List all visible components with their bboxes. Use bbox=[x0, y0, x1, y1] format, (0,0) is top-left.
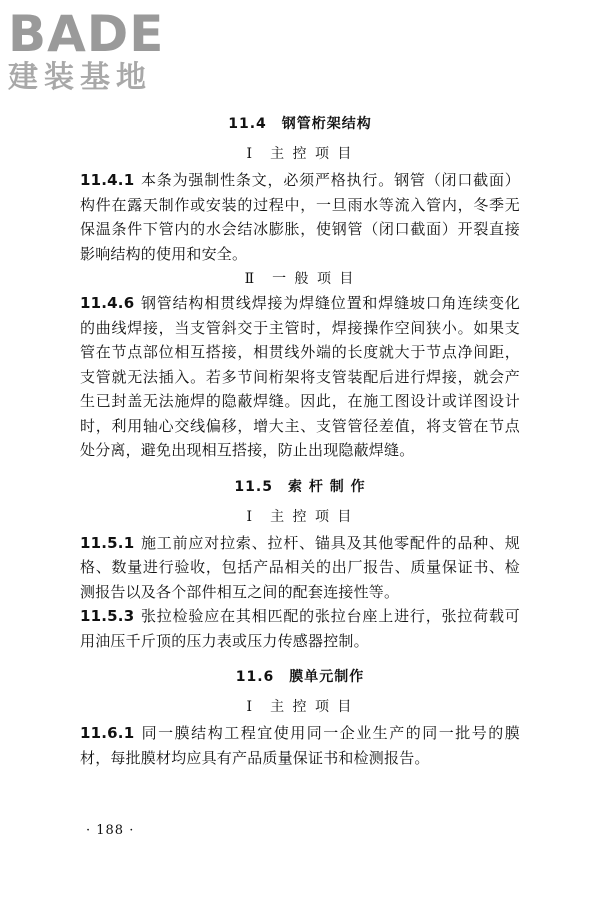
clause-text: 钢管结构相贯线焊接为焊缝位置和焊缝坡口角连续变化的曲线焊接，当支管斜交于主管时，焊接操作空间狭小。如果支管在节点部位相互搭接，相贯线外端的长度就大于节点净间距，支管就无法插入。若多节间桁架将支管装配后进行焊接，就会产生已封盖无法施焊的隐蔽焊缝。因此，在施工图设计或详图设计时，利用轴心交线偏移，增大主、支管管径差值，将支管在节点处分离，避免出现相互搭接，防止出现隐蔽焊缝。 bbox=[80, 294, 520, 459]
section-title: 11.4 钢管桁架结构 bbox=[228, 116, 372, 132]
page-number: · 188 · bbox=[86, 823, 135, 838]
section-title: 11.5 索 杆 制 作 bbox=[234, 478, 366, 495]
clause-number: 11.4.6 bbox=[80, 294, 135, 312]
clause-number: 11.6.1 bbox=[80, 724, 135, 742]
logo-chinese: 建装基地 bbox=[8, 60, 152, 95]
subsection-heading: Ⅰ 主 控 项 目 bbox=[246, 699, 354, 715]
section-11-5 bbox=[80, 477, 520, 654]
subsection-heading: Ⅰ 主 控 项 目 bbox=[246, 146, 354, 162]
clause-paragraph bbox=[80, 721, 520, 770]
clause-number: 11.5.1 bbox=[80, 533, 135, 552]
document-body bbox=[80, 114, 520, 770]
clause-paragraph bbox=[80, 531, 520, 605]
clause-paragraph bbox=[80, 291, 520, 463]
logo-wordmark: BADE bbox=[8, 5, 165, 63]
section-11-4 bbox=[80, 114, 520, 463]
watermark-logo bbox=[6, 6, 176, 98]
subsection-heading: Ⅰ 主 控 项 目 bbox=[246, 508, 354, 525]
clause-number: 11.5.3 bbox=[80, 607, 135, 625]
clause-text: 施工前应对拉索、拉杆、锚具及其他零配件的品种、规格、数量进行验收，包括产品相关的出厂报告、质量保证书、检测报告以及各个部件相互之间的配套连接性等。 bbox=[80, 533, 520, 601]
section-title: 11.6 膜单元制作 bbox=[235, 669, 365, 685]
clause-text: 张拉检验应在其相匹配的张拉台座上进行，张拉荷载可用油压千斤顶的压力表或压力传感器控制。 bbox=[80, 607, 520, 650]
clause-paragraph bbox=[80, 168, 520, 266]
clause-text: 本条为强制性条文，必须严格执行。钢管（闭口截面）构件在露天制作或安装的过程中，一旦雨水等流入管内，冬季无保温条件下管内的水会结冰膨胀，使钢管（闭口截面）开裂直接影响结构的使用和安全。 bbox=[80, 171, 520, 263]
clause-paragraph bbox=[80, 604, 520, 653]
section-11-6 bbox=[80, 667, 520, 770]
clause-number: 11.4.1 bbox=[80, 171, 135, 189]
clause-text: 同一膜结构工程宜使用同一企业生产的同一批号的膜材，每批膜材均应具有产品质量保证书和检测报告。 bbox=[80, 724, 520, 767]
subsection-heading: Ⅱ 一 般 项 目 bbox=[244, 271, 356, 287]
